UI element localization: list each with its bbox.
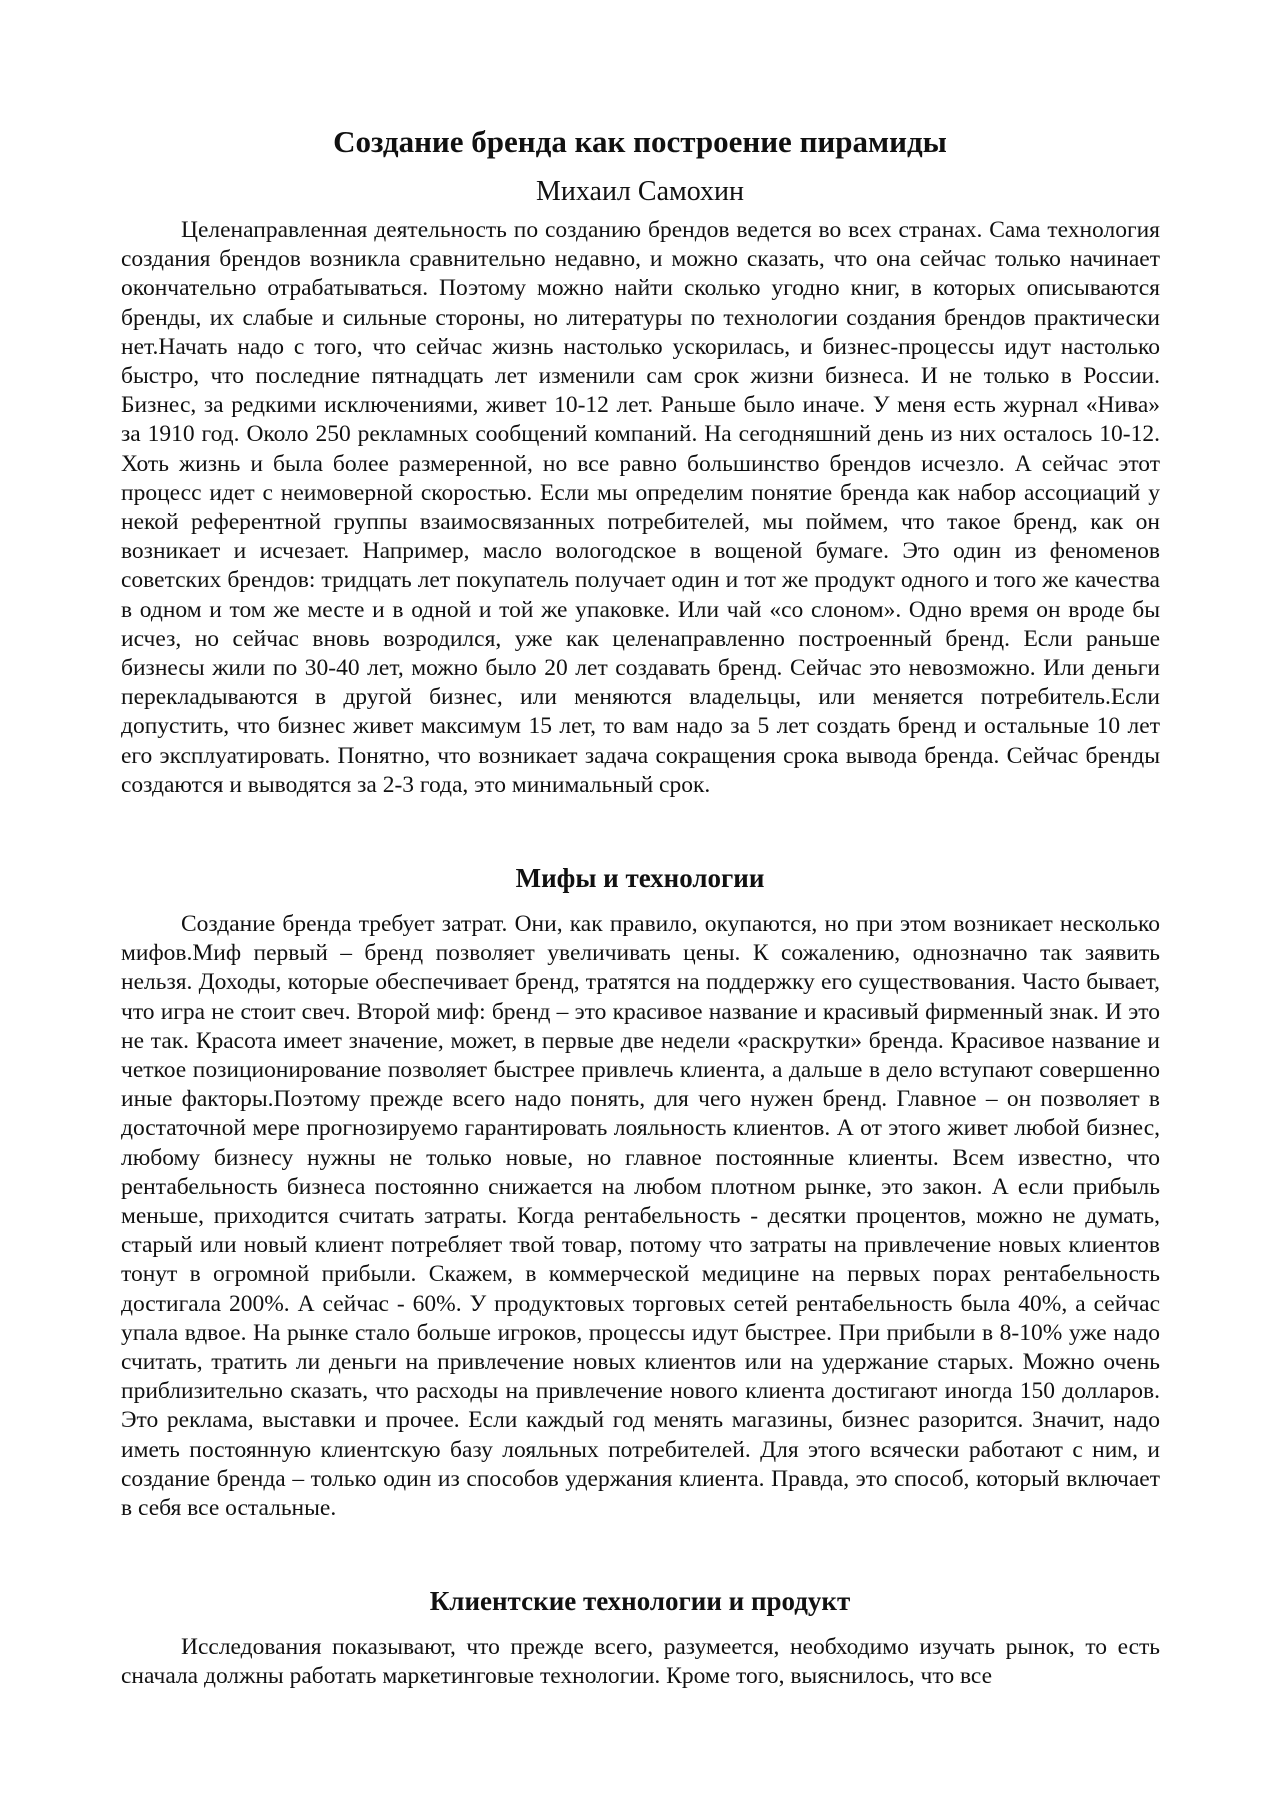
document-title: Создание бренда как построение пирамиды (333, 124, 947, 159)
section-heading-myths: Мифы и технологии (515, 863, 765, 893)
document-author: Михаил Самохин (536, 176, 744, 207)
section-heading-client-technologies: Клиентские технологии и продукт (429, 1586, 851, 1616)
intro-paragraph: Целенаправленная деятельность по созданию брендов ведется во всех странах. Сама технология создания брендов возникла сравнительно недавно, и можно сказать, что она сейчас только начинает окончательно отрабатываться. Поэтому можно найти сколько угодно книг, в которых описываются бренды, их слабые и сильные стороны, но литературы по технологии создания брендов практически нет.Начать надо с того, что сейчас жизнь настолько ускорилась, и бизнес-процессы идут настолько быстро, что последние пятнадцать лет изменили сам срок жизни бизнеса. И не только в России. Бизнес, за редкими исключениями, живет 10-12 лет. Раньше было иначе. У меня есть журнал «Нива» за 1910 год. Около 250 рекламных сообщений компаний. На сегодняшний день из них осталось 10-12. Хоть жизнь и была более размеренной, но все равно большинство брендов исчезло. А сейчас этот процесс идет с неимоверной скоростью. Если мы определим понятие бренда как набор ассоциаций у некой референтной группы взаимосвязанных потребителей, мы поймем, что такое бренд, как он возникает и исчезает. Например, масло вологодское в вощеной бумаге. Это один из феноменов советских брендов: тридцать лет покупатель получает один и тот же продукт одного и того же качества в одном и том же месте и в одной и той же упаковке. Или чай «со слоном». Одно время он вроде бы исчез, но сейчас вновь возродился, уже как целенаправленно построенный бренд. Если раньше бизнесы жили по 30-40 лет, можно было 20 лет создавать бренд. Сейчас это невозможно. Или деньги перекладываются в другой бизнес, или меняются владельцы, или меняется потребитель.Если допустить, что бизнес живет максимум 15 лет, то вам надо за 5 лет создать бренд и остальные 10 лет его эксплуатировать. Понятно, что возникает задача сокращения срока вывода бренда. Сейчас бренды создаются и выводятся за 2-3 года, это минимальный срок. (121, 217, 1160, 798)
client-technologies-paragraph: Исследования показывают, что прежде всего, разумеется, необходимо изучать рынок, то есть сначала должны работать маркетинговые технологии. Кроме того, выяснилось, что все (121, 1634, 1160, 1690)
myths-paragraph: Создание бренда требует затрат. Они, как правило, окупаются, но при этом возникает несколько мифов.Миф первый – бренд позволяет увеличивать цены. К сожалению, однозначно так заявить нельзя. Доходы, которые обеспечивает бренд, тратятся на поддержку его существования. Часто бывает, что игра не стоит свеч. Второй миф: бренд – это красивое название и красивый фирменный знак. И это не так. Красота имеет значение, может, в первые две недели «раскрутки» бренда. Красивое название и четкое позиционирование позволяет быстрее привлечь клиента, а дальше в дело вступают совершенно иные факторы.Поэтому прежде всего надо понять, для чего нужен бренд. Главное – он позволяет в достаточной мере прогнозируемо гарантировать лояльность клиентов. А от этого живет любой бизнес, любому бизнесу нужны не только новые, но главное постоянные клиенты. Всем известно, что рентабельность бизнеса постоянно снижается на любом плотном рынке, это закон. А если прибыль меньше, приходится считать затраты. Когда рентабельность - десятки процентов, можно не думать, старый или новый клиент потребляет твой товар, потому что затраты на привлечение новых клиентов тонут в огромной прибыли. Скажем, в коммерческой медицине на первых порах рентабельность достигала 200%. А сейчас - 60%. У продуктовых торговых сетей рентабельность была 40%, а сейчас упала вдвое. На рынке стало больше игроков, процессы идут быстрее. При прибыли в 8-10% уже надо считать, тратить ли деньги на привлечение новых клиентов или на удержание старых. Можно очень приблизительно сказать, что расходы на привлечение нового клиента достигают иногда 150 долларов. Это реклама, выставки и прочее. Если каждый год менять магазины, бизнес разорится. Значит, надо иметь постоянную клиентскую базу лояльных потребителей. Для этого всячески работают с ним, и создание бренда – только один из способов удержания клиента. Правда, это способ, который включает в себя все остальные. (121, 911, 1160, 1522)
